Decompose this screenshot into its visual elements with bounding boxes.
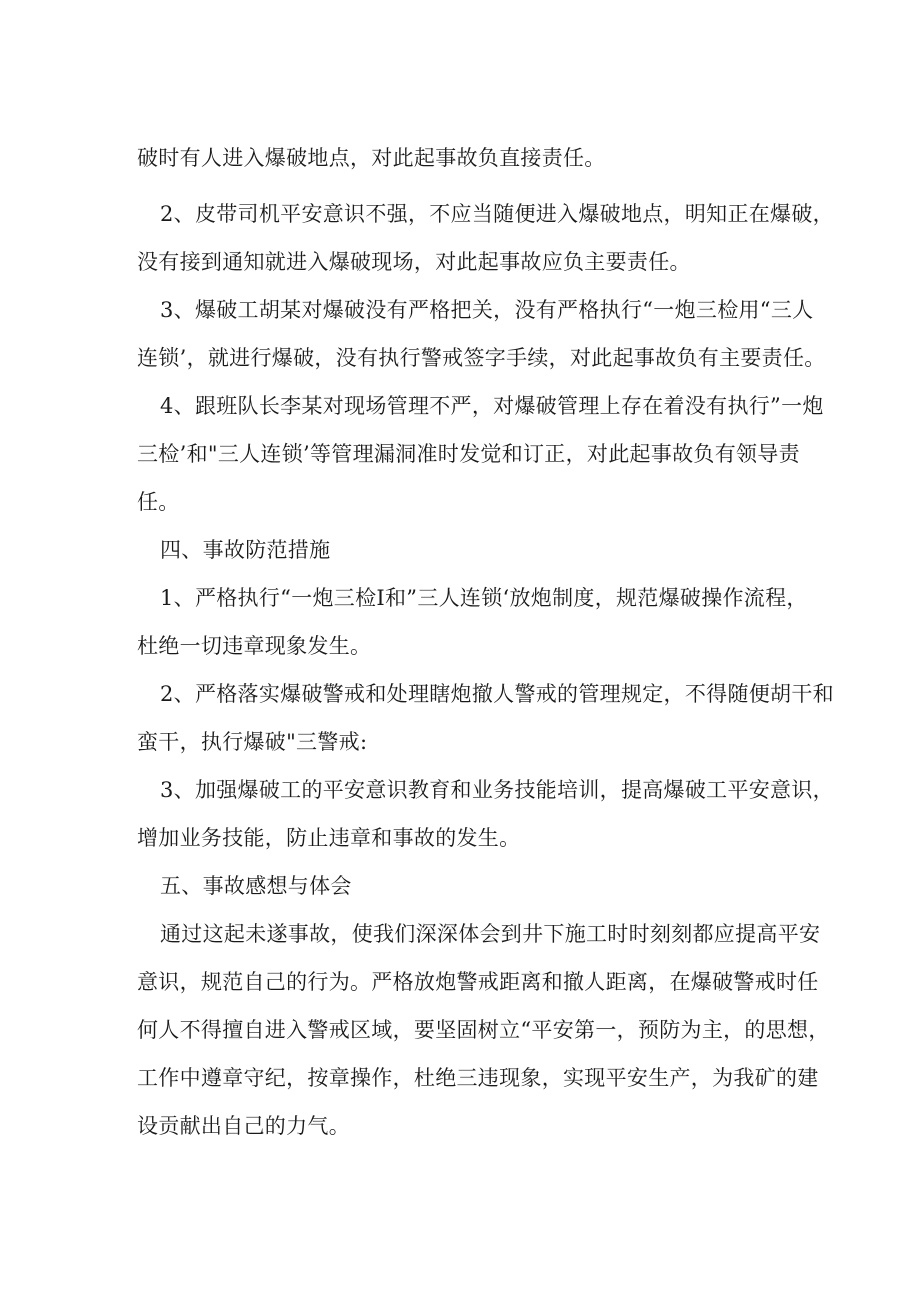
paragraph-line: 4、跟班队长李某对现场管理不严，对爆破管理上存在着没有执行”一炮 [160, 394, 824, 418]
paragraph-line: 三检’和"三人连锁’等管理漏洞准时发觉和订正，对此起事故负有领导责 [137, 442, 800, 466]
paragraph-line: 增加业务技能，防止违章和事故的发生。 [137, 826, 521, 850]
paragraph-line: 何人不得擅自进入警戒区域，要坚固树立“平安第一，预防为主，的思想， [137, 1018, 830, 1042]
paragraph-line: 工作中遵章守纪，按章操作，杜绝三违现象，实现平安生产，为我矿的建 [137, 1066, 819, 1090]
paragraph-line: 3、爆破工胡某对爆破没有严格把关，没有严格执行“一炮三检用“三人 [160, 298, 814, 322]
paragraph-line: 蛮干，执行爆破"三警戒: [137, 730, 368, 754]
paragraph-line: 没有接到通知就进入爆破现场，对此起事故应负主要责任。 [137, 250, 691, 274]
paragraph-line: 设贡献出自己的力气。 [137, 1114, 350, 1138]
section-heading: 四、事故防范措施 [160, 538, 331, 562]
paragraph-line: 连锁’，就进行爆破，没有执行警戒签字手续，对此起事故负有主要责任。 [137, 346, 826, 370]
paragraph-line: 任。 [137, 490, 180, 514]
paragraph-line: 3、加强爆破工的平安意识教育和业务技能培训，提高爆破工平安意识， [160, 778, 834, 802]
section-heading: 五、事故感想与体会 [160, 874, 352, 898]
paragraph-line: 1、严格执行“一炮三检I和”三人连锁‘放炮制度，规范爆破操作流程， [160, 586, 808, 610]
paragraph-line: 杜绝一切违章现象发生。 [137, 634, 372, 658]
paragraph-line: 2、皮带司机平安意识不强，不应当随便进入爆破地点，明知正在爆破， [160, 202, 834, 226]
paragraph-line: 2、严格落实爆破警戒和处理瞎炮撤人警戒的管理规定，不得随便胡干和 [160, 682, 834, 706]
paragraph-line: 意识，规范自己的行为。严格放炮警戒距离和撤人距离，在爆破警戒时任 [137, 970, 819, 994]
paragraph-line: 破时有人进入爆破地点，对此起事故负直接责任。 [137, 146, 606, 170]
paragraph-line: 通过这起未遂事故，使我们深深体会到井下施工时时刻刻都应提高平安 [160, 922, 821, 946]
